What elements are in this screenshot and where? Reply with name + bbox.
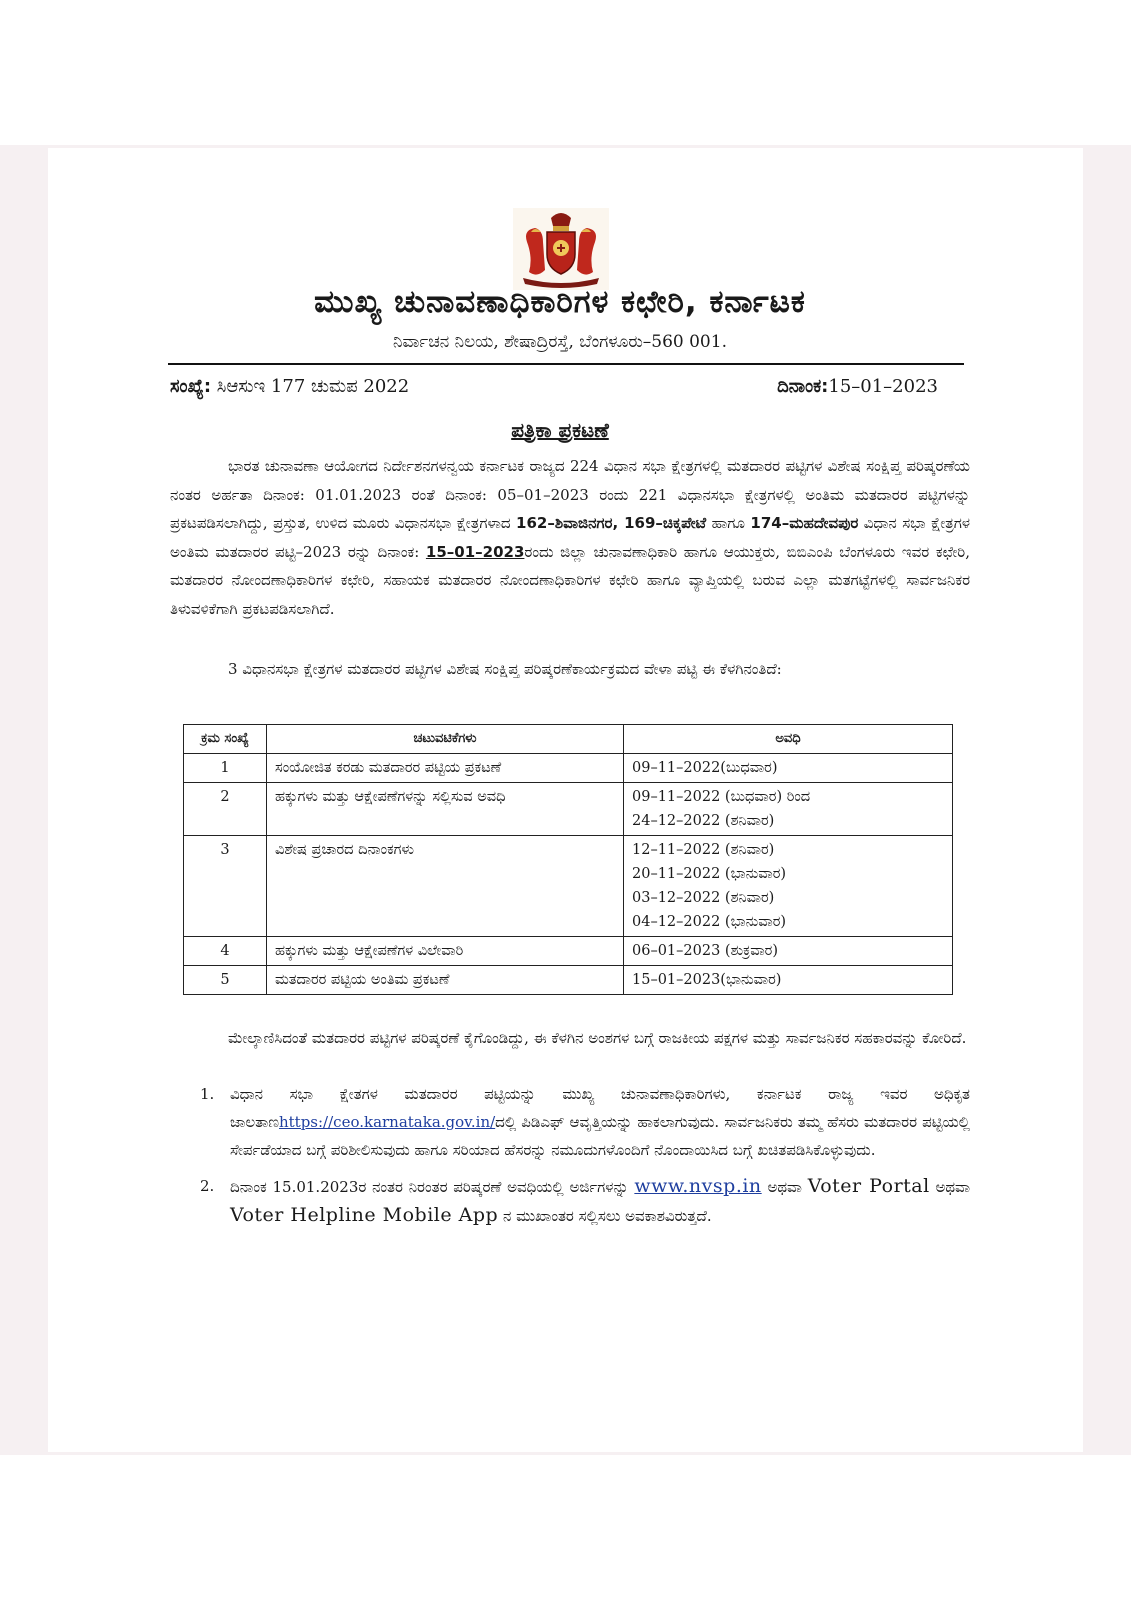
paragraph-1 <box>170 452 970 624</box>
closing-text: ಮೇಲ್ಕಾಣಿಸಿದಂತೆ ಮತದಾರರ ಪಟ್ಟಿಗಳ ಪರಿಷ್ಕರಣೆ ಕೈಗೊಂಡಿದ್ದು, ಈ ಕೆಳಗಿನ ಅಂಶಗಳ ಬಗ್ಗೆ ರಾಜಕೀಯ ಪಕ್ಷಗಳ ಮತ್ತು ಸಾರ್ವಜನಿಕರ ಸಹಕಾರವನ್ನು ಕೋರಿದೆ. <box>228 1029 967 1047</box>
closing-paragraph <box>170 1024 970 1052</box>
paragraph-2 <box>170 655 970 684</box>
row-period <box>624 783 953 836</box>
notes-list <box>170 1080 970 1230</box>
table-header-row <box>184 725 953 754</box>
row-activity: ಮತದಾರರ ಪಟ್ಟಿಯ ಅಂತಿಮ ಪ್ರಕಟಣೆ <box>267 966 624 995</box>
table-row <box>184 836 953 937</box>
reference-number-value: ಸಿಆಸುಇ 177 ಚುಮಪ 2022 <box>216 376 410 397</box>
note-2-text-or: ಅಥವಾ <box>929 1178 970 1196</box>
row-period <box>624 836 953 937</box>
p1-bold1: 162–ಶಿವಾಜಿನಗರ, 169–ಚಿಕ್ಕಪೇಟೆ <box>516 514 707 533</box>
p1-bold2: 174–ಮಹದೇವಪುರ <box>750 514 859 533</box>
period-line: 04–12–2022 (ಭಾನುವಾರ) <box>632 914 787 930</box>
reference-date-value: 15–01–2023 <box>828 376 938 397</box>
office-address: ನಿರ್ವಾಚನ ನಿಲಯ, ಶೇಷಾದ್ರಿರಸ್ತೆ, ಬೆಂಗಳೂರು–560 001. <box>393 332 727 352</box>
row-activity: ಹಕ್ಕುಗಳು ಮತ್ತು ಆಕ್ಷೇಪಣೆಗಳನ್ನು ಸಲ್ಲಿಸುವ ಅವಧಿ <box>267 783 624 836</box>
nvsp-link[interactable]: www.nvsp.in <box>634 1175 762 1197</box>
reference-date <box>777 376 938 397</box>
p2-text: 3 ವಿಧಾನಸಭಾ ಕ್ಷೇತ್ರಗಳ ಮತದಾರರ ಪಟ್ಟಿಗಳ ವಿಶೇಷ ಸಂಕ್ಷಿಪ್ತ ಪರಿಷ್ಕರಣೆಕಾರ್ಯಕ್ರಮದ ವೇಳಾ ಪಟ್ಟಿ ಈ ಕೆಳಗಿನಂತಿದೆ: <box>228 660 782 678</box>
row-activity: ಸಂಯೋಜಿತ ಕರಡು ಮತದಾರರ ಪಟ್ಟಿಯ ಪ್ರಕಟಣೆ <box>267 754 624 783</box>
row-serial: 1 <box>184 754 267 783</box>
office-title: ಮುಖ್ಯ ಚುನಾವಣಾಧಿಕಾರಿಗಳ ಕಛೇರಿ, ಕರ್ನಾಟಕ <box>314 284 806 320</box>
note-1-text-after: ದಲ್ಲಿ ಪಿಡಿಎಫ್ ಆವೃತ್ತಿಯನ್ನು ಹಾಕಲಾಗುವುದು. ಸಾರ್ವಜನಿಕರು ತಮ್ಮ ಹೆಸರು ಮತದಾರರ ಪಟ್ಟಿಯಲ್ಲಿ ಸೇರ್ಪಡೆಯಾದ ಬಗ್ಗೆ ಪರಿಶೀಲಿಸುವುದು ಹಾಗೂ ಸರಿಯಾದ ಹೆಸರನ್ನು ನಮೂದುಗಳೊಂದಿಗೆ ನೊಂದಾಯಿಸಿದ ಬಗ್ಗೆ ಖಚಿತಪಡಿಸಿಕೊಳ್ಳುವುದು. <box>230 1113 970 1159</box>
row-activity: ವಿಶೇಷ ಪ್ರಚಾರದ ದಿನಾಂಕಗಳು <box>267 836 624 937</box>
p1-part1: ಭಾರತ ಚುನಾವಣಾ ಆಯೋಗದ ನಿರ್ದೇಶನಗಳನ್ವಯ ಕರ್ನಾಟಕ ರಾಜ್ಯದ 224 ವಿಧಾನ ಸಭಾ ಕ್ಷೇತ್ರಗಳಲ್ಲಿ ಮತದಾರರ ಪಟ್ಟಿಗಳ ವಿಶೇಷ ಸಂಕ್ಷಿಪ್ತ ಪರಿಷ್ಕರಣೆಯ ನಂತರ ಅರ್ಹತಾ ದಿನಾಂಕ: 01.01.2023 ರಂತೆ ದಿನಾಂಕ: 05–01–2023 ರಂದು 221 ವಿಧಾನಸಭಾ ಕ್ಷೇತ್ರಗಳಲ್ಲಿ ಅಂತಿಮ ಮತದಾರರ ಪಟ್ಟಿಗಳನ್ನು ಪ್ರಕಟಪಡಿಸಲಾಗಿದ್ದು, ಪ್ರಸ್ತುತ, ಉಳಿದ ಮೂರು ವಿಧಾನಸಭಾ ಕ್ಷೇತ್ರಗಳಾದ <box>170 457 970 533</box>
karnataka-emblem-icon <box>513 208 609 290</box>
p1-part3: ವಿಧಾನ ಸಭಾ ಕ್ಷೇತ್ರಗಳ ಅಂತಿಮ ಮತದಾರರ ಪಟ್ಟಿ–2023 ರನ್ನು ದಿನಾಂಕ: <box>170 514 970 561</box>
note-2-number: 2. <box>200 1177 215 1195</box>
table-row <box>184 937 953 966</box>
period-line: 09–11–2022(ಬುಧವಾರ) <box>632 760 778 776</box>
period-line: 09–11–2022 (ಬುಧವಾರ) ರಿಂದ <box>632 789 811 805</box>
note-item-2 <box>170 1172 970 1230</box>
row-serial: 5 <box>184 966 267 995</box>
period-line: 06–01–2023 (ಶುಕ್ರವಾರ) <box>632 943 779 959</box>
row-period <box>624 937 953 966</box>
period-line: 15–01–2023(ಭಾನುವಾರ) <box>632 972 782 988</box>
row-serial: 3 <box>184 836 267 937</box>
note-2-text-middle: ಅಥವಾ <box>761 1178 808 1196</box>
row-period <box>624 966 953 995</box>
header-activities: ಚಟುವಟಿಕೆಗಳು <box>267 725 624 754</box>
schedule-table <box>183 724 953 995</box>
note-2-text-after: ನ ಮುಖಾಂತರ ಸಲ್ಲಿಸಲು ಅವಕಾಶವಿರುತ್ತದೆ. <box>498 1207 712 1225</box>
p1-part4: ರಂದು ಜಿಲ್ಲಾ ಚುನಾವಣಾಧಿಕಾರಿ ಹಾಗೂ ಆಯುಕ್ತರು, ಬಿಬಿಎಂಪಿ ಬೆಂಗಳೂರು ಇವರ ಕಛೇರಿ, ಮತದಾರರ ನೋಂದಣಾಧಿಕಾರಿಗಳ ಕಛೇರಿ, ಸಹಾಯಕ ಮತದಾರರ ನೋಂದಣಾಧಿಕಾರಿಗಳ ಕಛೇರಿ ಹಾಗೂ ವ್ಯಾಪ್ತಿಯಲ್ಲಿ ಬರುವ ಎಲ್ಲಾ ಮತಗಟ್ಟೆಗಳಲ್ಲಿ ಸಾರ್ವಜನಿಕರ ತಿಳುವಳಿಕೆಗಾಗಿ ಪ್ರಕಟಪಡಿಸಲಾಗಿದೆ. <box>170 542 970 618</box>
header-period: ಅವಧಿ <box>624 725 953 754</box>
period-line: 24–12–2022 (ಶನಿವಾರ) <box>632 813 775 829</box>
row-activity: ಹಕ್ಕುಗಳು ಮತ್ತು ಆಕ್ಷೇಪಣೆಗಳ ವಿಲೇವಾರಿ <box>267 937 624 966</box>
heading-text: ಪತ್ರಿಕಾ ಪ್ರಕಟಣೆ <box>511 418 609 442</box>
table-row <box>184 754 953 783</box>
note-2-text-before: ದಿನಾಂಕ 15.01.2023ರ ನಂತರ ನಿರಂತರ ಪರಿಷ್ಕರಣೆ ಅವಧಿಯಲ್ಲಿ ಅರ್ಜಿಗಳನ್ನು <box>230 1178 635 1196</box>
table-row <box>184 966 953 995</box>
period-line: 12–11–2022 (ಶನಿವಾರ) <box>632 842 775 858</box>
p1-date-bold: 15–01–2023 <box>425 542 525 561</box>
note-1-text-before: ವಿಧಾನ ಸಭಾ ಕ್ಷೇತಗಳ ಮತದಾರರ ಪಟ್ಟಿಯನ್ನು ಮುಖ್ಯ ಚುನಾವಣಾಧಿಕಾರಿಗಳು, ಕರ್ನಾಟಕ ರಾಜ್ಯ ಇವರ ಅಧಿಕೃತ ಜಾಲತಾಣ <box>230 1085 970 1131</box>
row-serial: 4 <box>184 937 267 966</box>
header-divider <box>168 363 964 365</box>
voter-helpline-app-text: Voter Helpline Mobile App <box>230 1204 499 1226</box>
table-body <box>184 754 953 995</box>
note-item-1 <box>170 1080 970 1164</box>
p1-part2: ಹಾಗೂ <box>706 514 751 533</box>
header-serial: ಕ್ರಮ ಸಂಖ್ಯೆ <box>184 725 267 754</box>
press-release-heading <box>160 418 960 442</box>
row-serial: 2 <box>184 783 267 836</box>
ceo-website-link[interactable]: https://ceo.karnataka.gov.in/ <box>278 1113 496 1131</box>
reference-number-label: ಸಂಖ್ಯೆ: <box>170 376 212 397</box>
note-1-number: 1. <box>200 1085 215 1103</box>
table-row <box>184 783 953 836</box>
period-line: 03–12–2022 (ಶನಿವಾರ) <box>632 890 775 906</box>
reference-row <box>170 376 938 397</box>
row-period <box>624 754 953 783</box>
reference-date-label: ದಿನಾಂಕ: <box>777 376 829 397</box>
period-line: 20–11–2022 (ಭಾನುವಾರ) <box>632 866 787 882</box>
voter-portal-text: Voter Portal <box>807 1175 930 1197</box>
